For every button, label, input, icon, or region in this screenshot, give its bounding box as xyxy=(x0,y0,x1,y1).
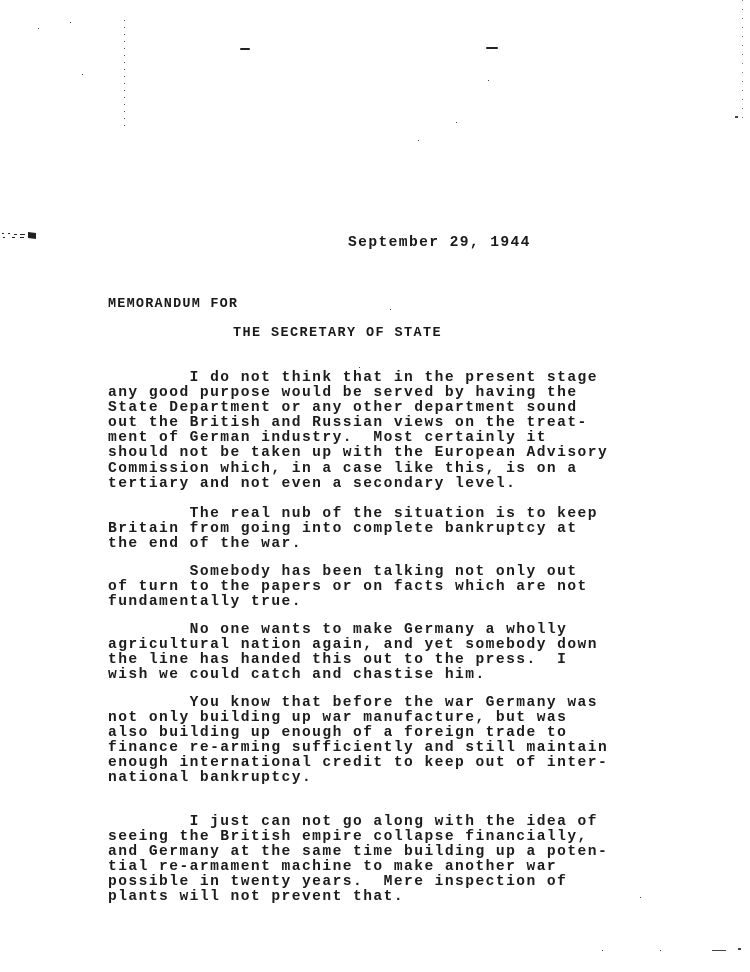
text-line: No one wants to make Germany a wholly xyxy=(108,622,568,638)
text-line: wish we could catch and chastise him. xyxy=(108,667,486,684)
text-line: the line has handed this out to the press. I xyxy=(108,652,568,669)
paragraph-3 xyxy=(108,565,588,610)
text-line: Britain from going into complete bankruptcy at xyxy=(108,521,578,538)
text-line: Commission which, in a case like this, is on a xyxy=(108,460,578,477)
text-line: seeing the British empire collapse financially, xyxy=(108,829,588,846)
text-line: of turn to the papers or on facts which are not xyxy=(108,579,588,596)
margin-arrow-icon xyxy=(0,228,38,242)
text-line: I just can not go along with the idea of xyxy=(108,814,598,830)
scan-speck xyxy=(488,80,489,81)
paragraph-5 xyxy=(108,696,608,787)
text-line: national bankruptcy. xyxy=(108,770,313,787)
text-line: fundamentally true. xyxy=(108,594,302,611)
text-line: agricultural nation again, and yet somebody down xyxy=(108,637,598,654)
text-line: enough international credit to keep out of inter- xyxy=(108,755,609,772)
scan-speck xyxy=(359,367,360,368)
text-line: ment of German industry. Most certainly it xyxy=(108,430,547,447)
text-line: not only building up war manufacture, but was xyxy=(108,710,568,727)
text-line: tial re-armament machine to make another war xyxy=(108,859,558,876)
text-line: should not be taken up with the European Advisory xyxy=(108,445,609,462)
memo-date: September 29, 1944 xyxy=(348,235,531,251)
text-line: the end of the war. xyxy=(108,536,302,553)
scan-speck xyxy=(390,309,391,310)
scan-speck xyxy=(602,950,603,951)
memo-addressee: THE SECRETARY OF STATE xyxy=(233,326,443,341)
text-line: out the British and Russian views on the treat- xyxy=(108,415,588,432)
text-line: State Department or any other department sound xyxy=(108,400,578,417)
scan-speck xyxy=(456,122,457,123)
text-line: also building up enough of a foreign trade to xyxy=(108,725,568,742)
text-line: and Germany at the same time building up a poten- xyxy=(108,844,609,861)
scan-speck xyxy=(82,74,83,75)
scan-artifact-edge xyxy=(742,0,743,120)
text-line: plants will not prevent that. xyxy=(108,889,405,906)
text-line: I do not think that in the present stage xyxy=(108,370,598,386)
paragraph-2 xyxy=(108,507,598,552)
text-line: tertiary and not even a secondary level. xyxy=(108,475,517,492)
scan-artifact-mark xyxy=(486,47,498,49)
text-line: finance re-arming sufficiently and still maintain xyxy=(108,740,609,757)
paragraph-4 xyxy=(108,623,598,683)
scan-speck xyxy=(735,116,738,118)
text-line: any good purpose would be served by having the xyxy=(108,385,578,402)
text-line: Somebody has been talking not only out xyxy=(108,564,578,580)
scan-speck xyxy=(660,950,661,951)
scan-artifact-line xyxy=(124,20,125,130)
text-line: You know that before the war Germany was xyxy=(108,695,598,711)
memo-header: MEMORANDUM FOR xyxy=(108,297,239,312)
paragraph-6 xyxy=(108,815,608,906)
scan-speck xyxy=(38,28,39,29)
scan-artifact-mark xyxy=(240,48,250,50)
text-line: possible in twenty years. Mere inspection of xyxy=(108,874,568,891)
text-line: The real nub of the situation is to keep xyxy=(108,506,598,522)
scan-speck xyxy=(738,948,741,950)
scan-speck xyxy=(70,22,71,23)
scan-speck xyxy=(712,950,726,951)
scan-speck xyxy=(640,897,641,898)
paragraph-1 xyxy=(108,371,608,492)
scan-speck xyxy=(418,140,419,141)
